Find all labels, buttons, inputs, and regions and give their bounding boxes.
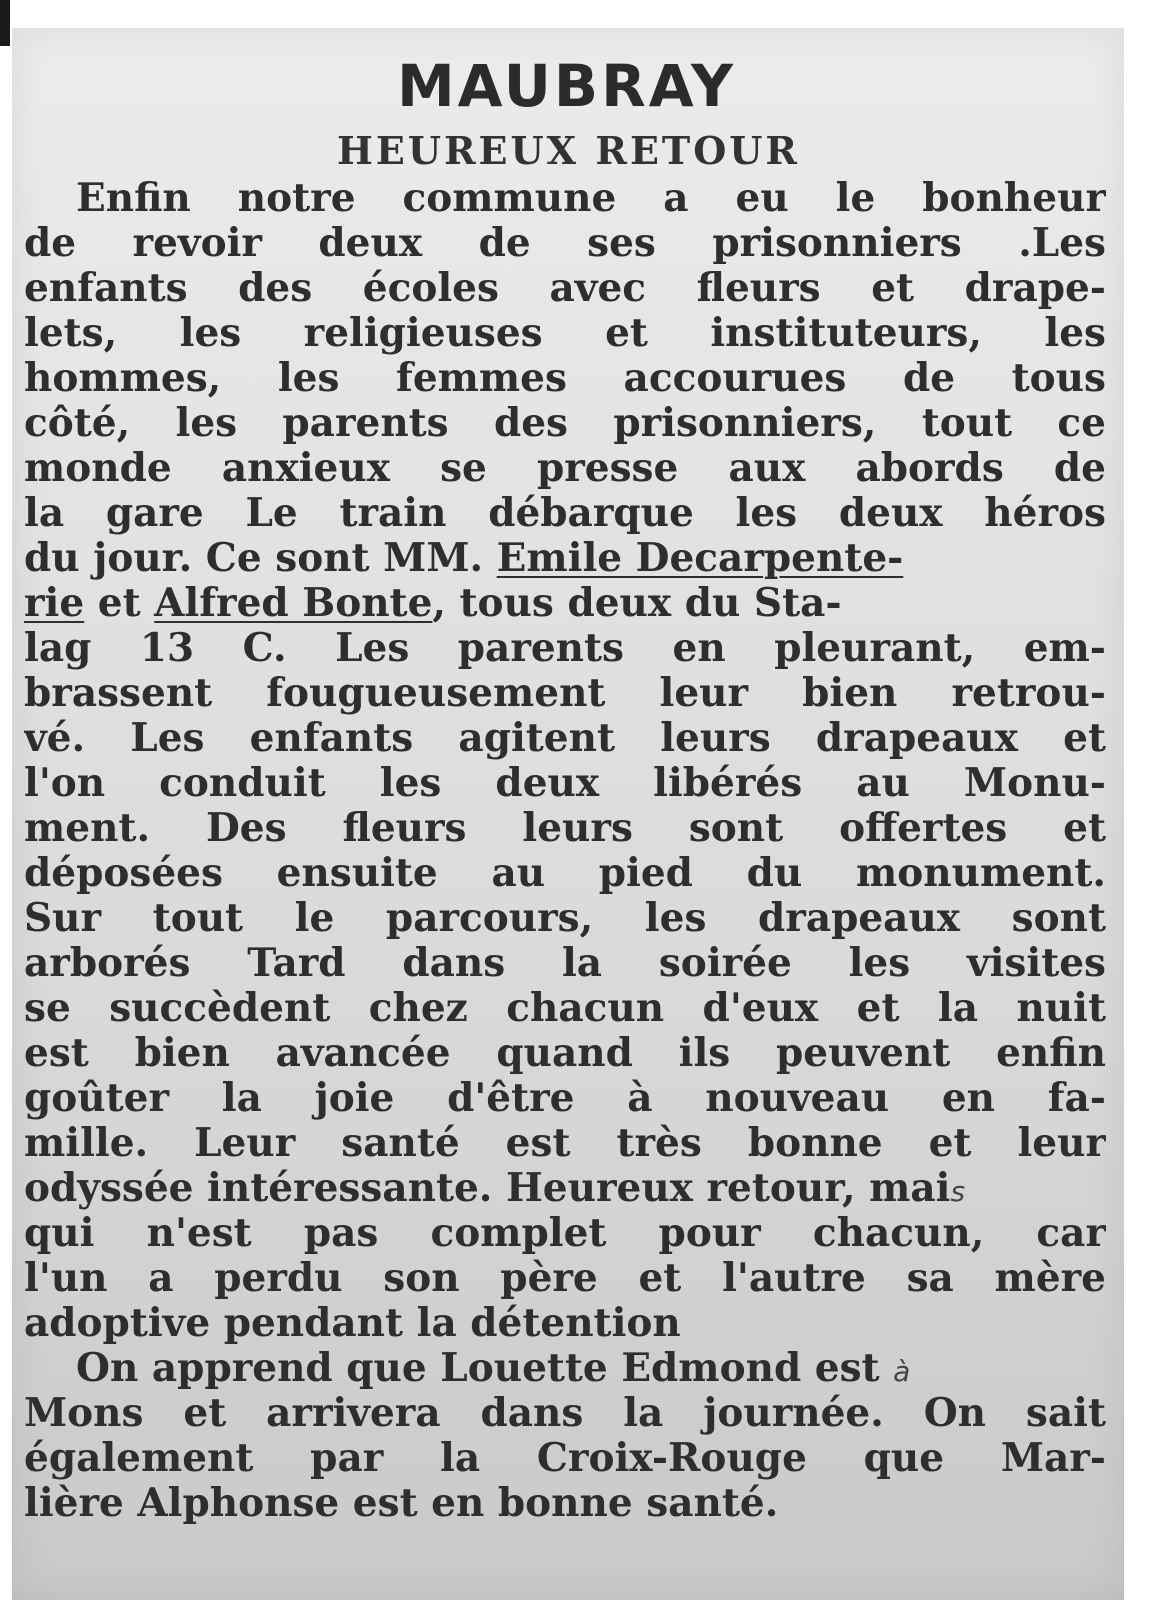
text-line: la gare Le train débarque les deux héros xyxy=(24,491,1106,536)
text-fragment: odyssée intéressante. Heureux retour, mai xyxy=(24,1166,951,1211)
text-line xyxy=(24,1346,1106,1391)
text-line xyxy=(24,581,1106,626)
text-line: lets, les religieuses et instituteurs, les xyxy=(24,311,1106,356)
text-line: qui n'est pas complet pour chacun, car xyxy=(24,1211,1106,1256)
underlined-name: Emile Decarpente- xyxy=(496,536,904,581)
text-line: mille. Leur santé est très bonne et leur xyxy=(24,1121,1106,1166)
text-line: est bien avancée quand ils peuvent enfin xyxy=(24,1031,1106,1076)
article-title: MAUBRAY xyxy=(396,52,737,120)
text-line: lière Alphonse est en bonne santé. xyxy=(24,1481,779,1526)
underlined-name: rie xyxy=(24,581,85,626)
text-line: adoptive pendant la détention xyxy=(24,1301,681,1346)
text-line: Sur tout le parcours, les drapeaux sont xyxy=(24,896,1106,941)
text-line: de revoir deux de ses prisonniers .Les xyxy=(24,221,1106,266)
text-fragment: et xyxy=(84,581,155,626)
text-line xyxy=(24,1166,1106,1211)
text-fragment: , tous deux du Sta- xyxy=(432,581,842,626)
text-line: déposées ensuite au pied du monument. xyxy=(24,851,1106,896)
text-line: vé. Les enfants agitent leurs drapeaux et xyxy=(24,716,1106,761)
text-line: hommes, les femmes accourues de tous xyxy=(24,356,1106,401)
text-line: enfants des écoles avec fleurs et drape- xyxy=(24,266,1106,311)
text-line: l'on conduit les deux libérés au Monu- xyxy=(24,761,1106,806)
handwritten-annotation: s xyxy=(950,1175,966,1208)
article-body xyxy=(24,176,1106,1526)
text-line xyxy=(24,536,1106,581)
text-fragment: du jour. Ce sont MM. xyxy=(24,536,497,581)
text-line: l'un a perdu son père et l'autre sa mère xyxy=(24,1256,1106,1301)
scan-corner-mark xyxy=(0,0,10,46)
text-line: goûter la joie d'être à nouveau en fa- xyxy=(24,1076,1106,1121)
text-line: côté, les parents des prisonniers, tout ce xyxy=(24,401,1106,446)
text-fragment: On apprend que Louette Edmond est xyxy=(76,1346,880,1391)
text-line: brassent fougueusement leur bien retrou- xyxy=(24,671,1106,716)
text-line: Mons et arrivera dans la journée. On sait xyxy=(24,1391,1106,1436)
text-line: lag 13 C. Les parents en pleurant, em- xyxy=(24,626,1106,671)
text-line: arborés Tard dans la soirée les visites xyxy=(24,941,1106,986)
article-subtitle: HEUREUX RETOUR xyxy=(336,128,801,173)
text-line: ment. Des fleurs leurs sont offertes et xyxy=(24,806,1106,851)
text-line: également par la Croix-Rouge que Mar- xyxy=(24,1436,1106,1481)
handwritten-annotation: à xyxy=(893,1355,911,1388)
text-line: Enfin notre commune a eu le bonheur xyxy=(76,176,1106,221)
underlined-name: Alfred Bonte xyxy=(154,581,433,626)
text-line: se succèdent chez chacun d'eux et la nuit xyxy=(24,986,1106,1031)
text-line: monde anxieux se presse aux abords de xyxy=(24,446,1106,491)
